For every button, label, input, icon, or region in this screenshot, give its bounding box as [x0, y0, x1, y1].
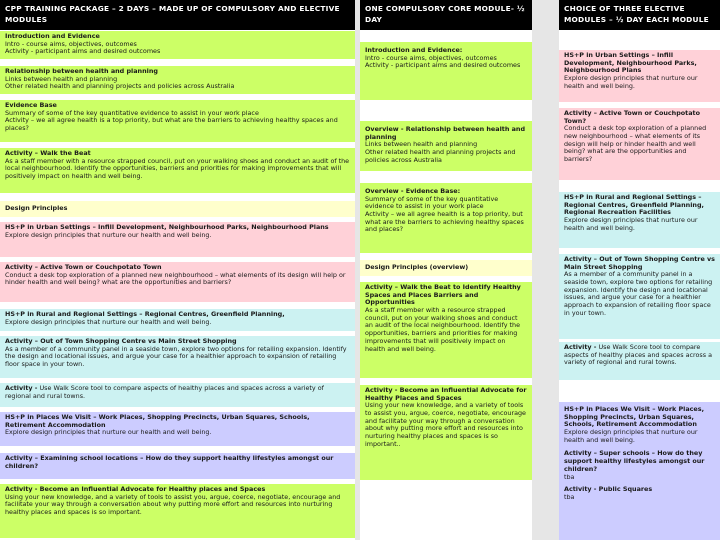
left-evidence-line: Activity – we all agree health is a top priority, but what are the barriers to achieving healthy spaces and places?: [5, 116, 338, 133]
left-relationship: [0, 66, 355, 94]
right-places-title: HS+P in Places We Visit – Work Places, Shopping Precincts, Urban Squares, Schools, Retirement Accommodation: [564, 405, 704, 429]
mid-relationship-title: Overview - Relationship between health and planning: [365, 125, 526, 141]
left-evidence-base: [0, 100, 355, 142]
right-active-town: [559, 108, 720, 180]
mid-intro-title: Introduction and Evidence:: [365, 46, 463, 54]
left-outoftown-title: Activity – Out of Town Shopping Centre vs Main Street Shopping: [5, 337, 237, 345]
mid-walk-the-beat: [360, 282, 532, 378]
mid-evidence-title: Overview - Evidence Base:: [365, 187, 461, 195]
right-active-body: Conduct a desk top exploration of a planned new neighbourhood – what elements of its design will help or hinder health and well being? what are the opportunities and barriers?: [564, 124, 707, 164]
mid-intro-line: Intro - course aims, objectives, outcomes: [365, 53, 497, 62]
mid-relationship: [360, 121, 532, 171]
right-walkscore-title: Activity -: [564, 343, 597, 351]
left-urban-body: Explore design principles that nurture our health and well being.: [5, 230, 212, 239]
left-advocate-title: Activity - Become an Influential Advocate for Healthy places and Spaces: [5, 485, 266, 493]
right-out-of-town: [559, 254, 720, 339]
mid-walk-title: Activity – Walk the Beat to Identify Healthy Spaces and Places Barriers and Opportunities: [365, 283, 521, 307]
left-advocate-body: Using your new knowledge, and a variety of tools to assist you, argue, coerce, negotiate, encourage and facilitate your way through a conversation about why putting more effort and resources into nurturing healthy places and spaces is so important.: [5, 492, 341, 517]
right-walk-score: [559, 342, 720, 380]
mid-design-principles: [360, 260, 532, 276]
left-school-locations: [0, 453, 355, 479]
right-urban-body: Explore design principles that nurture our health and well being.: [564, 74, 698, 90]
left-outoftown-body: As a member of a community panel in a seaside town, explore two options for retailing expansion. Identify the design and locational issues, and argue your case for a healthier approach to expansion of retailing floor space in your town.: [5, 344, 347, 369]
header-elective-modules: CHOICE OF THREE ELECTIVE MODULES – ½ DAY EACH MODULE: [559, 0, 720, 30]
header-core-module: ONE COMPULSORY CORE MODULE- ½ DAY: [360, 0, 532, 30]
left-design-principles: [0, 201, 355, 217]
right-squares-body: tba: [564, 492, 575, 501]
right-active-title: Activity – Active Town or Couchpotato Town?: [564, 109, 700, 125]
left-relationship-line: Links between health and planning: [5, 74, 118, 83]
column-divider-right: [532, 0, 559, 540]
left-rural-title: HS+P in Rural and Regional Settings – Regional Centres, Greenfield Planning,: [5, 310, 285, 318]
left-walkscore-title: Activity -: [5, 384, 38, 392]
right-rural-body: Explore design principles that nurture our health and well being.: [564, 216, 698, 232]
mid-evidence-line: Activity – we all agree health is a top priority, but what are the barriers to achieving healthy spaces and places?: [365, 210, 524, 234]
right-schools-title: Activity – Super schools – How do they support healthy lifestyles amongst our children?: [564, 449, 705, 473]
mid-relationship-line: Links between health and planning: [365, 140, 478, 149]
left-design-title: Design Principles: [5, 204, 68, 212]
left-urban-settings: [0, 222, 355, 257]
right-rural-settings: [559, 192, 720, 248]
mid-intro-line: Activity - participant aims and desired outcomes: [365, 61, 521, 70]
mid-evidence-base: [360, 183, 532, 253]
left-urban-title: HS+P in Urban Settings – Infill Development, Neighbourhood Parks, Neighbourhood Plans: [5, 223, 329, 231]
left-intro-evidence: [0, 31, 355, 59]
left-rural-body: Explore design principles that nurture our health and well being.: [5, 317, 212, 326]
mid-advocate-title: Activity - Become an Influential Advocate for Healthy Places and Spaces: [365, 386, 527, 402]
left-intro-line: Activity - participant aims and desired outcomes: [5, 47, 161, 56]
left-active-body: Conduct a desk top exploration of a planned new neighbourhood – what elements of its design will help or hinder health and well being? what are the opportunities and barriers?: [5, 270, 346, 287]
left-evidence-line: Summary of some of the key quantitative evidence to assist in your work place: [5, 108, 259, 117]
left-advocate: [0, 484, 355, 538]
left-walk-the-beat: [0, 148, 355, 193]
right-walkscore-body: Use Walk Score tool to compare aspects of healthy places and spaces across a variety of regional and rural towns.: [564, 343, 712, 367]
right-rural-title: HS+P in Rural and Regional Settings – Regional Centres, Greenfield Planning, Regional Recreation Facilities: [564, 193, 704, 217]
left-walk-title: Activity – Walk the Beat: [5, 149, 91, 157]
left-places-we-visit: [0, 412, 355, 446]
right-places-body: Explore design principles that nurture our health and well being.: [564, 428, 698, 444]
mid-advocate-body: Using your new knowledge, and a variety of tools to assist you, argue, coerce, negotiate, encourage and facilitate your way through a conversation about why putting more effort and resources into nurturing healthy places and spaces is so important..: [365, 401, 526, 448]
mid-advocate: [360, 385, 532, 480]
mid-intro-evidence: [360, 42, 532, 100]
left-intro-line: Intro - course aims, objectives, outcomes: [5, 39, 137, 48]
left-intro-title: Introduction and Evidence: [5, 32, 100, 40]
left-active-town: [0, 262, 355, 302]
left-walk-body: As a staff member with a resource strapped council, put on your walking shoes and conduct an audit of the local neighbourhood. Identify the opportunities, barriers and priorities for making improvements that will positively impact on health and well being.: [5, 156, 350, 181]
left-active-title: Activity – Active Town or Couchpotato Town: [5, 263, 162, 271]
right-squares-title: Activity - Public Squares: [564, 485, 653, 494]
left-walk-score: [0, 383, 355, 407]
right-places-we-visit: [559, 402, 720, 540]
left-evidence-title: Evidence Base: [5, 101, 57, 109]
left-schools-title: Activity – Examining school locations – How do they support healthy lifestyles amongst our children?: [5, 454, 334, 470]
mid-design-title: Design Principles (overview): [365, 263, 469, 271]
left-out-of-town: [0, 336, 355, 378]
mid-evidence-line: Summary of some of the key quantitative evidence to assist in your work place: [365, 194, 499, 211]
left-places-body: Explore design principles that nurture our health and well being.: [5, 428, 212, 437]
mid-relationship-line: Other related health and planning projects and policies across Australia: [365, 148, 516, 164]
left-places-title: HS+P in Places We Visit – Work Places, Shopping Precincts, Urban Squares, Schools, Retirement Accommodation: [5, 413, 310, 429]
right-schools-body: tba: [564, 472, 575, 481]
right-outoftown-body: As a member of a community panel in a seaside town, explore two options for retailing expansion. Identify the design and locational issues, and argue your case for a healthier approach to expansion of retailing floor space in your town.: [564, 270, 713, 317]
right-urban-title: HS+P in Urban Settings – Infill Development, Neighbourhood Parks, Neighbourhood Plans: [564, 51, 697, 75]
left-relationship-line: Other related health and planning projects and policies across Australia: [5, 82, 235, 91]
header-training-package: CPP TRAINING PACKAGE – 2 DAYS – MADE UP OF COMPULSORY AND ELECTIVE MODULES: [0, 0, 355, 30]
left-relationship-title: Relationship between health and planning: [5, 67, 158, 75]
left-walkscore-body: Use Walk Score tool to compare aspects of healthy places and spaces across a variety of regional and rural towns.: [5, 384, 324, 400]
right-urban-settings: [559, 50, 720, 102]
right-outoftown-title: Activity – Out of Town Shopping Centre vs Main Street Shopping: [564, 255, 715, 271]
left-rural-settings: [0, 309, 355, 331]
mid-walk-body: As a staff member with a resource strapped council, put on your walking shoes and conduct an audit of the local neighbourhood. Identify the opportunities, barriers and priorities for making improvements that will positively impact on health and well being.: [365, 306, 520, 353]
